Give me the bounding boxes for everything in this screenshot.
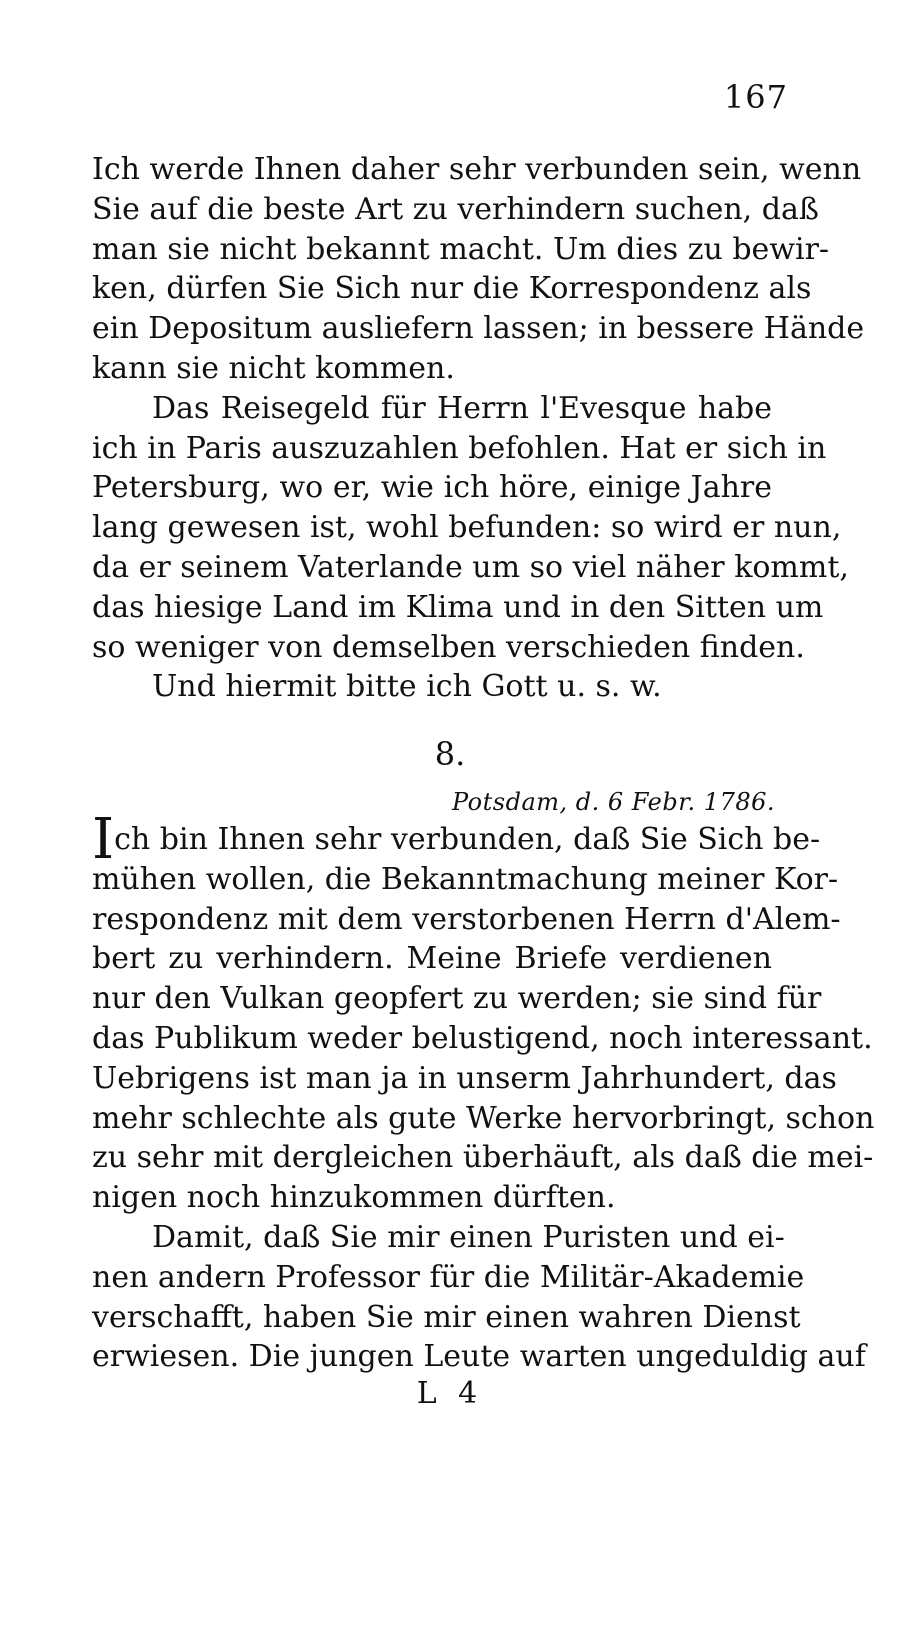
drop-cap: I: [92, 807, 115, 872]
text-line: ken, dürfen Sie Sich nur die Korrespondenz als: [92, 271, 812, 307]
text-line: man sie nicht bekannt macht. Um dies zu bewir-: [92, 231, 830, 267]
text-line: Das Reisegeld für Herrn l'Evesque habe: [152, 390, 772, 426]
text-line: respondenz mit dem verstorbenen Herrn d'Alem-: [92, 901, 841, 937]
text-line: das hiesige Land im Klima und in den Sitten um: [92, 589, 824, 625]
text-line: ein Depositum ausliefern lassen; in bessere Hände: [92, 311, 865, 347]
text-line: Sie auf die beste Art zu verhindern suchen, daß: [92, 191, 819, 227]
text-line: zu sehr mit dergleichen überhäuft, als daß die mei-: [92, 1140, 874, 1176]
page-number: 167: [723, 78, 788, 116]
text-line: Uebrigens ist man ja in unserm Jahrhundert, das: [92, 1060, 837, 1096]
text-line: [92, 807, 821, 872]
letter-7-text: [92, 150, 865, 707]
text-line: nen andern Professor für die Militär-Akademie: [92, 1259, 805, 1295]
text-line: so weniger von demselben verschieden finden.: [92, 629, 805, 665]
letter-number: 8.: [434, 735, 466, 773]
text-line: mühen wollen, die Bekanntmachung meiner Kor-: [92, 861, 839, 897]
signature-mark: L 4: [416, 1376, 484, 1411]
text-line: nigen noch hinzukommen dürften.: [92, 1180, 616, 1216]
text-line: Petersburg, wo er, wie ich höre, einige Jahre: [92, 470, 772, 506]
text-line: mehr schlechte als gute Werke hervorbringt, schon: [92, 1100, 875, 1136]
text-line: ich in Paris auszuzahlen befohlen. Hat er sich in: [92, 430, 827, 466]
text-line: Damit, daß Sie mir einen Puristen und ei-: [152, 1219, 785, 1255]
first-line-text: ch bin Ihnen sehr verbunden, daß Sie Sich be-: [114, 822, 821, 857]
paragraph: [92, 807, 875, 1218]
text-line: bert zu verhindern. Meine Briefe verdienen: [92, 941, 772, 977]
text-line: Ich werde Ihnen daher sehr verbunden sein, wenn: [92, 152, 862, 187]
paragraph: [92, 667, 772, 707]
text-line: da er seinem Vaterlande um so viel näher kommt,: [92, 549, 849, 585]
text-line: das Publikum weder belustigend, noch interessant.: [92, 1020, 873, 1056]
text-line: Und hiermit bitte ich Gott u. s. w.: [152, 669, 662, 705]
text-line: nur den Vulkan geopfert zu werden; sie sind für: [92, 981, 822, 1017]
text-line: kann sie nicht kommen.: [92, 350, 455, 386]
letter-8-text: [92, 807, 875, 1377]
text-line: verschafft, haben Sie mir einen wahren Dienst: [92, 1299, 801, 1335]
dateline: Potsdam, d. 6 Febr. 1786.: [452, 788, 775, 816]
paragraph: [92, 389, 849, 668]
text-line: lang gewesen ist, wohl befunden: so wird er nun,: [92, 510, 842, 546]
text-line: erwiesen. Die jungen Leute warten ungeduldig auf: [92, 1339, 866, 1375]
paragraph: [92, 1218, 866, 1377]
paragraph: [92, 150, 865, 389]
